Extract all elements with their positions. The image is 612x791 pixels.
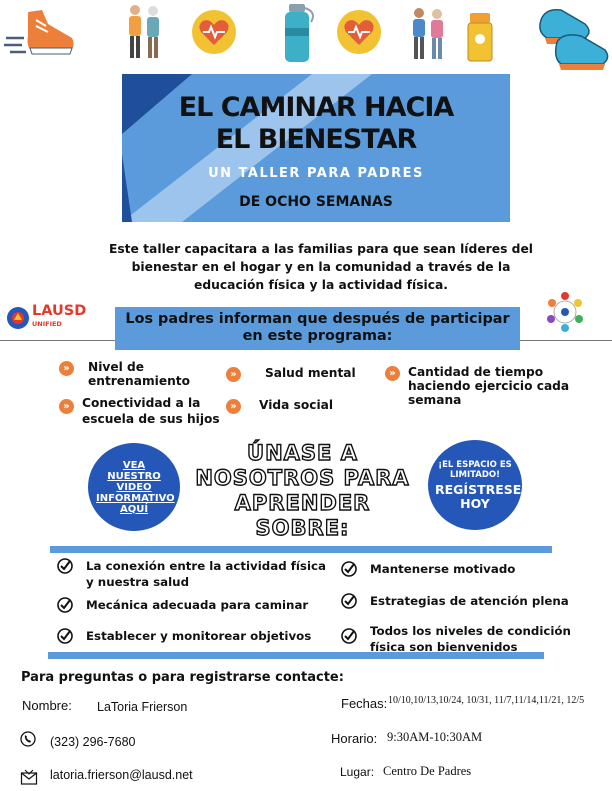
wellness-wheel-icon — [544, 291, 586, 337]
name-label: Nombre: — [22, 698, 72, 713]
divider-bar-top — [50, 546, 552, 553]
topic-item: Estrategias de atención plena — [341, 593, 571, 609]
check-circle-icon — [341, 628, 357, 644]
check-circle-icon — [57, 597, 73, 613]
sneakers-icon — [535, 2, 611, 80]
running-shoe-icon — [2, 2, 78, 64]
join-heading: ÚNASE A NOSOTROS PARA APRENDER SOBRE: — [195, 441, 410, 540]
lausd-logo — [6, 305, 86, 331]
pill-bottle-icon — [466, 11, 494, 67]
topic-item: Mantenerse motivado — [341, 561, 571, 577]
limited-space-text: ¡EL ESPACIO ES LIMITADO! — [438, 459, 512, 480]
lausd-logo-text: LAUSD — [32, 303, 87, 319]
benefit-item: » Salud mental — [226, 366, 366, 382]
contact-name: LaToria Frierson — [97, 700, 188, 714]
video-button[interactable]: VEA NUESTRO VIDEO INFORMATIVO AQUÍ — [88, 443, 180, 531]
heart-pulse-icon — [336, 9, 382, 59]
title-line-1: EL CAMINAR HACIA — [178, 92, 454, 123]
lausd-logo-sub: UNIFIED — [32, 320, 62, 328]
place-value: Centro De Padres — [383, 764, 472, 778]
divider-right — [520, 340, 612, 341]
chevron-right-icon: » — [385, 366, 400, 381]
dates-label: Fechas: — [341, 696, 388, 711]
topic-item: Mecánica adecuada para caminar — [57, 597, 332, 613]
register-button[interactable] — [428, 440, 522, 530]
lausd-seal-icon — [6, 306, 30, 330]
register-text: REGÍSTRESE HOY — [435, 481, 522, 511]
topic-item: Establecer y monitorear objetivos — [57, 628, 332, 644]
intro-text: Este taller capacitara a las familias para que sean líderes del bienestar en el hogar y en la comunidad a través de la educación física y la actividad física. — [108, 242, 534, 292]
subtitle-line-2: DE OCHO SEMANAS — [239, 194, 393, 210]
subtitle-line-1: UN TALLER PARA PADRES — [208, 166, 424, 181]
walking-couple-icon — [405, 6, 451, 66]
benefit-item: » Cantidad de tiempo haciendo ejercicio cada semana — [385, 365, 575, 407]
chevron-right-icon: » — [226, 367, 241, 382]
check-circle-icon — [341, 561, 357, 577]
contact-heading: Para preguntas o para registrarse contacte: — [21, 670, 344, 685]
time-value: 9:30AM-10:30AM — [387, 730, 483, 744]
dates-value: 10/10,10/13,10/24, 10/31, 11/7,11/14,11/21, 12/5 — [388, 695, 585, 706]
chevron-right-icon: » — [226, 399, 241, 414]
mail-icon — [20, 768, 38, 786]
phone-icon — [20, 731, 36, 747]
title-line-2: EL BIENESTAR — [215, 124, 417, 155]
time-label: Horario: — [331, 731, 378, 746]
check-circle-icon — [57, 558, 73, 574]
title-block — [122, 74, 510, 222]
heart-pulse-icon — [191, 9, 237, 59]
topic-item: Todos los niveles de condición física son bienvenidos — [341, 623, 571, 655]
chevron-right-icon: » — [59, 399, 74, 414]
check-circle-icon — [341, 593, 357, 609]
check-circle-icon — [57, 628, 73, 644]
elderly-couple-icon — [118, 2, 170, 66]
place-label: Lugar: — [340, 765, 375, 779]
contact-email[interactable]: latoria.frierson@lausd.net — [50, 768, 193, 782]
benefit-item: » Conectividad a la escuela de sus hijos — [59, 395, 224, 427]
chevron-right-icon: » — [59, 361, 74, 376]
results-banner: Los padres informan que después de participar en este programa: — [115, 307, 520, 350]
contact-phone[interactable]: (323) 296-7680 — [50, 735, 136, 749]
water-bottle-icon — [277, 2, 319, 68]
topic-item: La conexión entre la actividad física y nuestra salud — [57, 558, 332, 590]
benefit-item: » Nivel de entrenamiento — [59, 360, 209, 388]
divider-left — [0, 340, 115, 341]
benefit-item: » Vida social — [226, 398, 366, 414]
